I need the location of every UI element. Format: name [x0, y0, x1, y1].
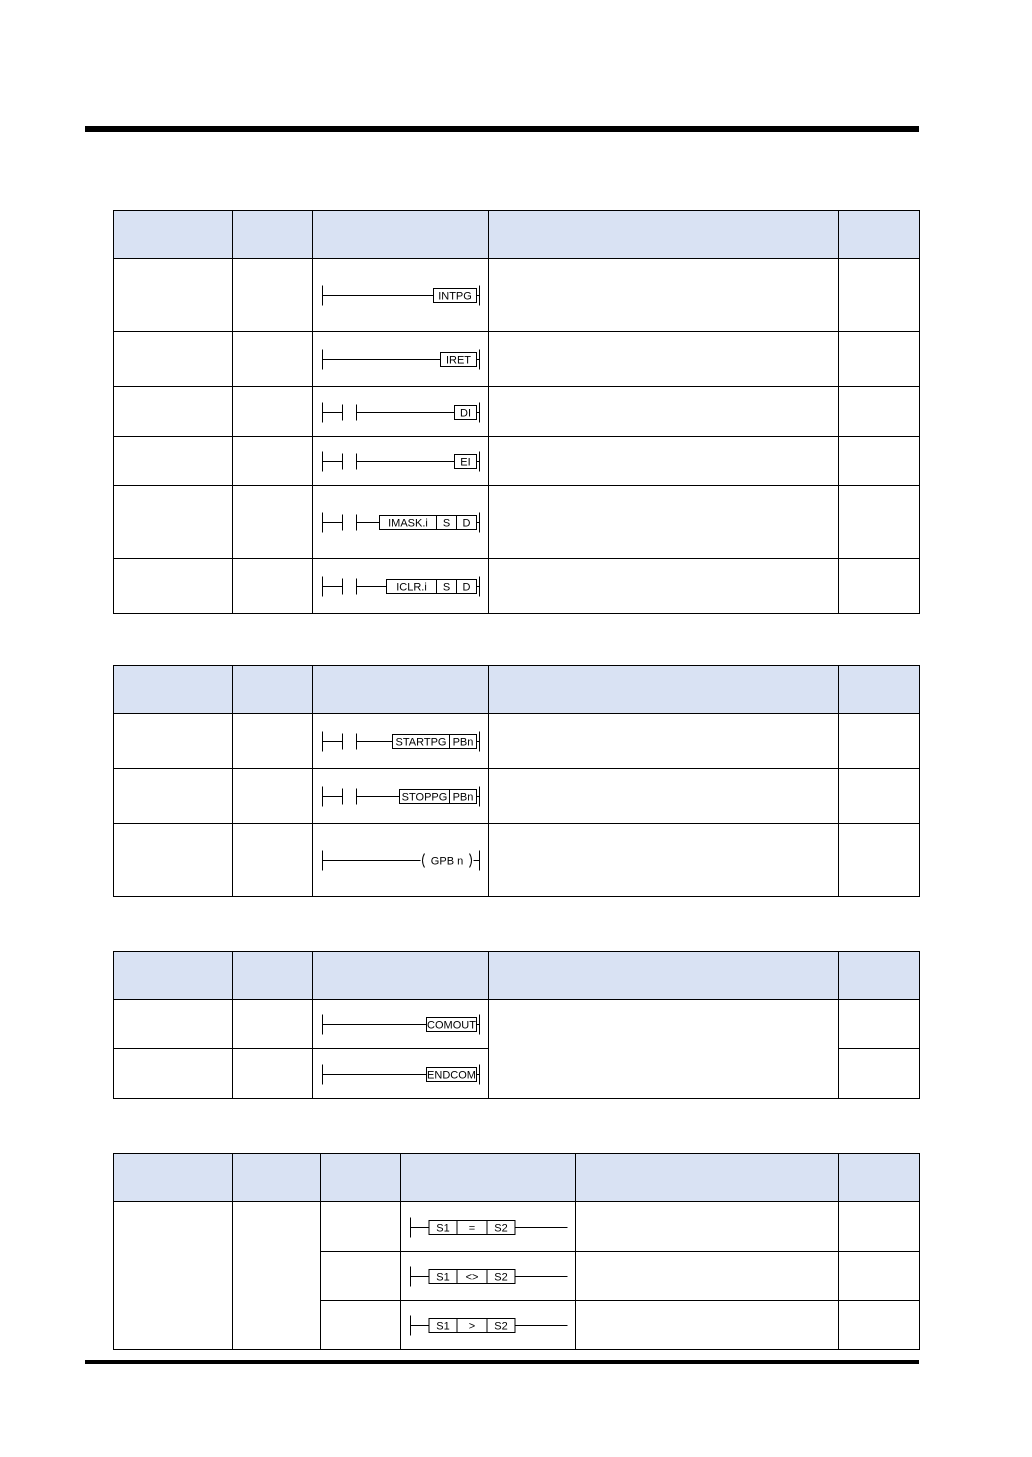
ladder-diagram	[313, 559, 489, 613]
table-header-row	[114, 1154, 920, 1202]
table-row	[114, 769, 920, 824]
table-row	[114, 559, 920, 614]
header-cell	[114, 211, 233, 259]
header-cell	[489, 952, 839, 1000]
ladder-cell	[313, 259, 489, 332]
instruction-field-0-label: IRET	[445, 354, 472, 367]
compare-operand-0-label: S1	[436, 1320, 450, 1333]
compare-operand-2-label: S2	[494, 1222, 508, 1235]
compare-operand-0-label: S1	[436, 1222, 450, 1235]
header-cell	[576, 1154, 839, 1202]
header-cell	[233, 666, 313, 714]
bottom-rule	[85, 1360, 919, 1364]
header-cell	[114, 1154, 233, 1202]
header-cell	[313, 211, 489, 259]
header-cell	[489, 211, 839, 259]
ladder-diagram	[401, 1301, 576, 1349]
table-header-row	[114, 952, 920, 1000]
top-rule	[85, 126, 919, 132]
instruction-field-0-label: DI	[460, 407, 471, 420]
header-cell	[114, 666, 233, 714]
ladder-diagram	[313, 1000, 489, 1048]
header-cell	[401, 1154, 576, 1202]
table-row	[114, 714, 920, 769]
compare-operand-1-label: <>	[465, 1271, 479, 1284]
compare-operand-1-label: =	[468, 1222, 476, 1235]
instruction-field-1-label: S	[442, 581, 451, 594]
header-cell	[839, 666, 920, 714]
header-cell	[321, 1154, 401, 1202]
instruction-field-0-label: INTPG	[438, 290, 472, 303]
table-row	[114, 332, 920, 387]
instruction-field-0-label: COMOUT	[427, 1019, 476, 1032]
table-row	[114, 1000, 920, 1049]
coil-left-arc	[423, 854, 425, 868]
instruction-field-0-label: EI	[460, 456, 471, 469]
table-row	[114, 259, 920, 332]
ladder-diagram	[401, 1202, 576, 1251]
compare-operand-2-label: S2	[494, 1320, 508, 1333]
comment-instructions-table	[113, 951, 920, 1099]
table-row	[114, 1202, 920, 1252]
instruction-field-1-label: S	[442, 517, 451, 530]
header-cell	[839, 211, 920, 259]
compare-instructions-table	[113, 1153, 920, 1350]
header-cell	[313, 666, 489, 714]
ladder-diagram	[313, 769, 489, 823]
instruction-field-1-label: PBn	[452, 736, 474, 749]
table-row	[114, 486, 920, 559]
header-cell	[839, 952, 920, 1000]
instruction-field-2-label: D	[462, 581, 471, 594]
header-cell	[313, 952, 489, 1000]
table-header-row	[114, 211, 920, 259]
coil-label: GPB n	[430, 855, 464, 868]
instruction-field-0-label: STOPPG	[401, 791, 448, 804]
instruction-field-0-label: IMASK.i	[388, 517, 428, 530]
ladder-diagram	[313, 387, 489, 436]
ladder-diagram	[313, 1049, 489, 1098]
ladder-diagram	[313, 824, 489, 896]
ladder-diagram	[313, 332, 489, 386]
header-cell	[114, 952, 233, 1000]
table-row	[114, 437, 920, 486]
instruction-field-0-label: ICLR.i	[396, 581, 427, 594]
ladder-diagram	[313, 437, 489, 485]
program-block-instructions-table	[113, 665, 920, 897]
coil-right-arc	[470, 854, 472, 868]
ladder-diagram	[313, 714, 489, 768]
header-cell	[839, 1154, 920, 1202]
instruction-field-0-label: STARTPG	[395, 736, 447, 749]
compare-operand-1-label: >	[468, 1320, 476, 1333]
table-header-row	[114, 666, 920, 714]
header-cell	[489, 666, 839, 714]
instruction-field-0-label: ENDCOM	[427, 1069, 476, 1082]
header-cell	[233, 1154, 321, 1202]
header-cell	[233, 952, 313, 1000]
ladder-diagram	[313, 486, 489, 558]
compare-operand-0-label: S1	[436, 1271, 450, 1284]
header-cell	[233, 211, 313, 259]
compare-operand-2-label: S2	[494, 1271, 508, 1284]
interrupt-instructions-table	[113, 210, 920, 614]
ladder-diagram	[401, 1252, 576, 1300]
ladder-diagram	[313, 259, 489, 331]
instruction-field-1-label: PBn	[452, 791, 474, 804]
table-row	[114, 387, 920, 437]
table-row	[114, 824, 920, 897]
instruction-field-2-label: D	[462, 517, 471, 530]
